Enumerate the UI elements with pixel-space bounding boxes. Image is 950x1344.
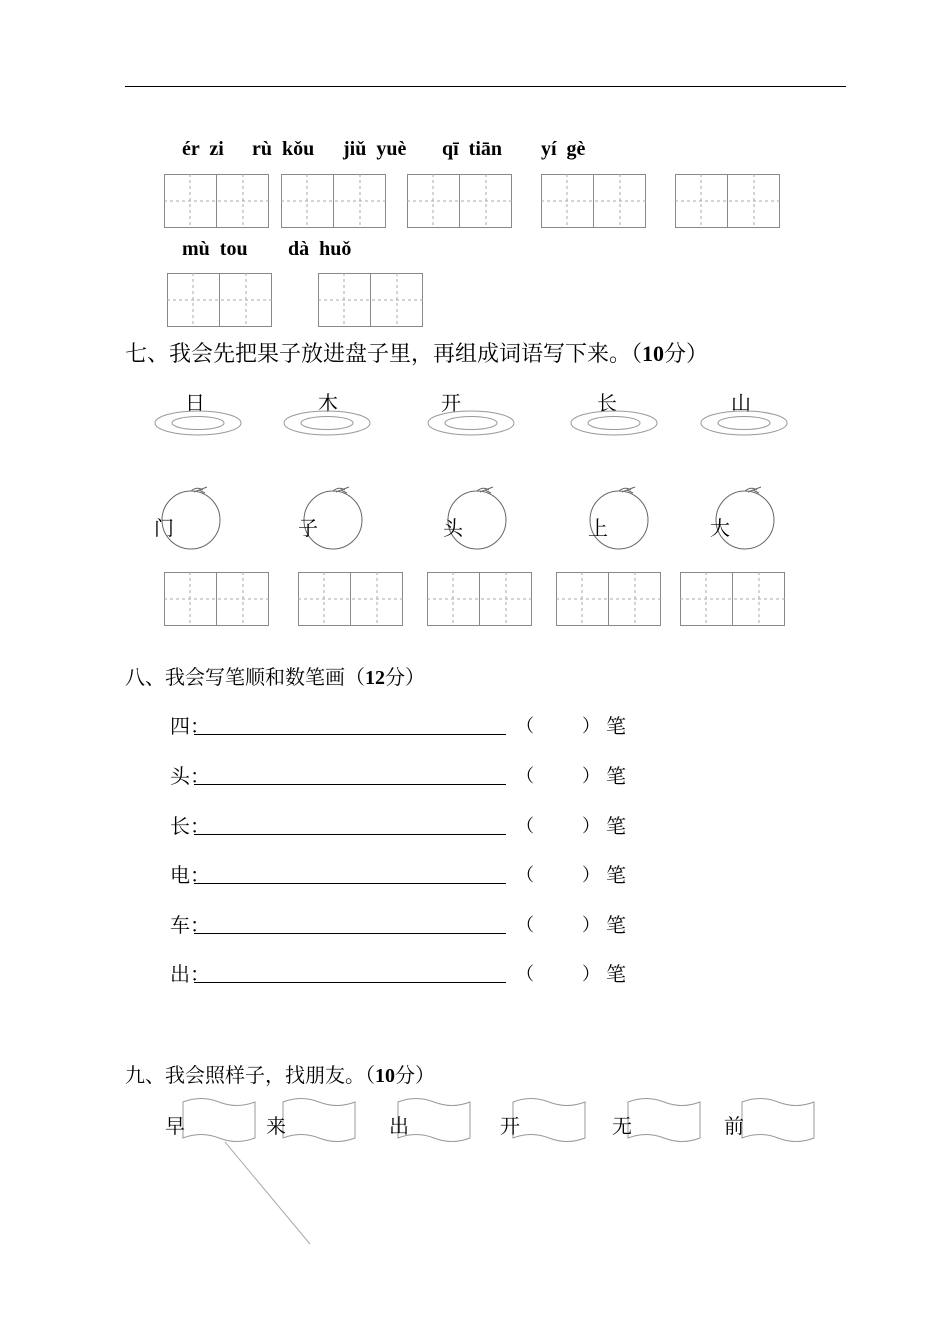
stroke-char: 电：: [170, 863, 210, 887]
fruit-char-1: 门: [154, 516, 174, 540]
plate-char-1: 日: [185, 391, 205, 415]
fruit-char-3: 头: [443, 516, 463, 540]
pinyin-7: dà huǒ: [288, 238, 352, 260]
fruit-char-5: 大: [710, 516, 730, 540]
writing-grid[interactable]: [281, 174, 387, 229]
flag-box[interactable]: [741, 1094, 817, 1146]
stroke-order-line[interactable]: [194, 734, 506, 735]
word-6: 前: [724, 1114, 744, 1138]
example-connector-line: [220, 1140, 320, 1250]
section8-title: 八、我会写笔顺和数笔画（12分）: [125, 665, 425, 689]
stroke-order-line[interactable]: [194, 834, 506, 835]
writing-grid[interactable]: [164, 174, 270, 229]
fruit-char-4: 上: [588, 516, 608, 540]
writing-grid[interactable]: [541, 174, 647, 229]
writing-grid[interactable]: [164, 572, 270, 627]
top-rule: [125, 86, 846, 87]
pinyin-5: yí gè: [541, 138, 586, 160]
plate-icon: [700, 409, 788, 437]
flag-box[interactable]: [512, 1094, 588, 1146]
word-5: 无: [612, 1114, 632, 1138]
flag-box[interactable]: [182, 1094, 258, 1146]
writing-grid[interactable]: [680, 572, 786, 627]
word-1: 早: [165, 1114, 185, 1138]
writing-grid[interactable]: [298, 572, 404, 627]
writing-grid[interactable]: [675, 174, 781, 229]
writing-grid[interactable]: [167, 273, 273, 328]
flag-box[interactable]: [282, 1094, 358, 1146]
plate-char-2: 木: [318, 391, 338, 415]
pinyin-4: qī tiān: [442, 138, 503, 160]
flag-box[interactable]: [627, 1094, 703, 1146]
stroke-char: 车：: [170, 913, 210, 937]
fruit-char-2: 子: [298, 516, 318, 540]
pinyin-3: jiǔ yuè: [343, 138, 407, 160]
plate-icon: [570, 409, 658, 437]
stroke-char: 头：: [170, 764, 210, 788]
section7-title: 七、我会先把果子放进盘子里，再组成词语写下来。（10分）: [125, 341, 709, 367]
writing-grid[interactable]: [318, 273, 424, 328]
plate-icon: [154, 409, 242, 437]
word-3: 出: [389, 1114, 409, 1138]
word-4: 开: [500, 1114, 520, 1138]
writing-grid[interactable]: [556, 572, 662, 627]
writing-grid[interactable]: [407, 174, 513, 229]
stroke-order-line[interactable]: [194, 784, 506, 785]
plate-char-5: 山: [731, 391, 751, 415]
pinyin-6: mù tou: [182, 238, 248, 260]
plate-char-3: 开: [441, 391, 461, 415]
plate-icon: [427, 409, 515, 437]
pinyin-1: ér zi: [182, 138, 224, 160]
writing-grid[interactable]: [427, 572, 533, 627]
stroke-char: 长：: [170, 814, 210, 838]
stroke-char: 出：: [170, 962, 210, 986]
stroke-order-line[interactable]: [194, 883, 506, 884]
stroke-char: 四：: [170, 714, 210, 738]
stroke-order-line[interactable]: [194, 982, 506, 983]
plate-icon: [283, 409, 371, 437]
pinyin-2: rù kǒu: [252, 138, 315, 160]
word-2: 来: [266, 1114, 286, 1138]
stroke-order-line[interactable]: [194, 933, 506, 934]
section9-title: 九、我会照样子，找朋友。（10分）: [125, 1063, 435, 1087]
plate-char-4: 长: [597, 391, 617, 415]
